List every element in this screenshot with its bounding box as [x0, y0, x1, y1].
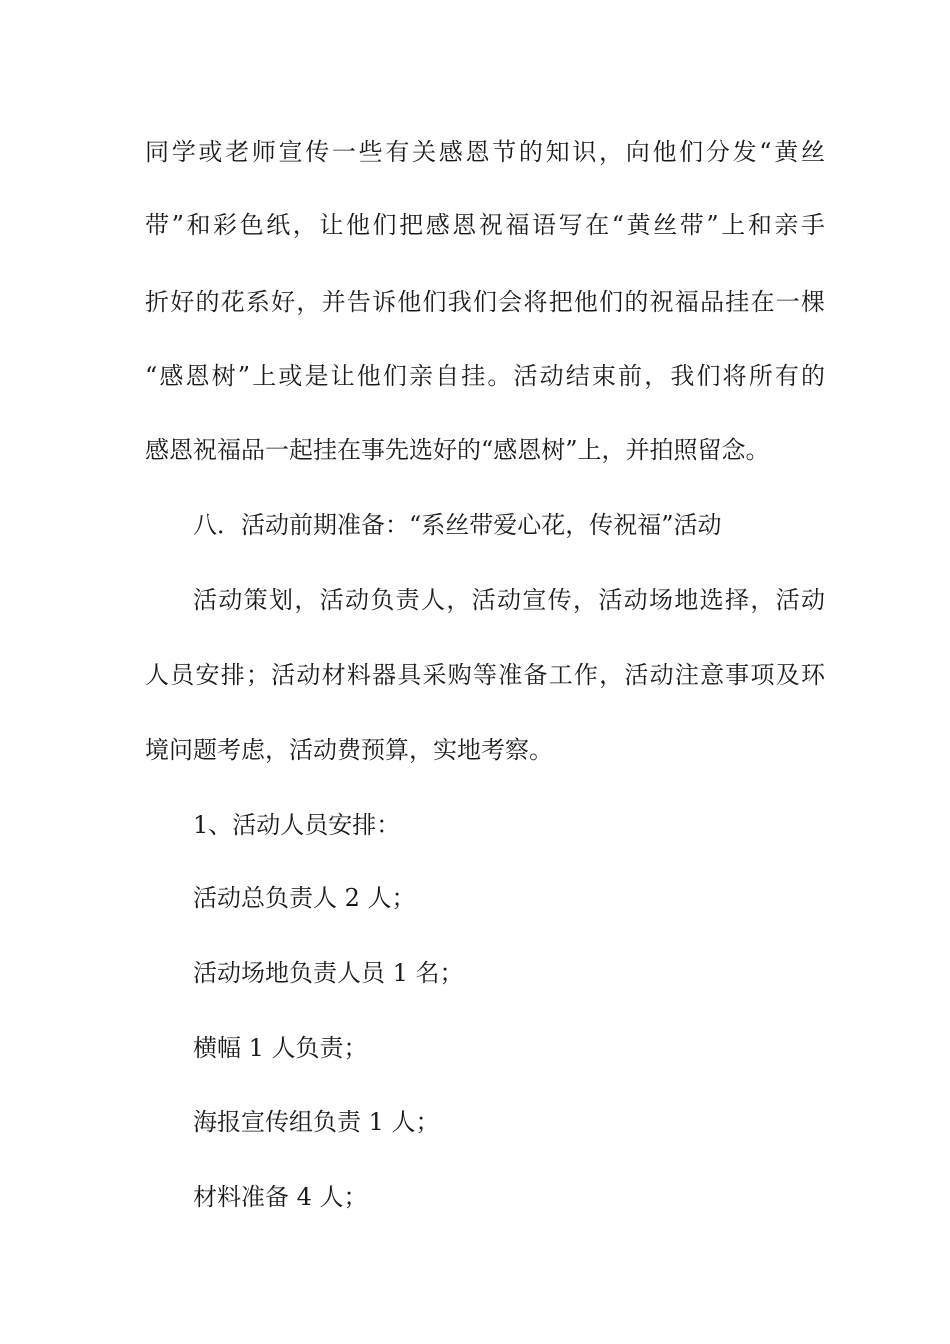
- list-item: 材料准备 4 人；: [193, 1183, 368, 1211]
- paragraph-line: 感恩祝福品一起挂在事先选好的“感恩树”上，并拍照留念。: [145, 436, 770, 464]
- list-item: 海报宣传组负责 1 人；: [193, 1108, 440, 1136]
- list-item: 活动总负责人 2 人；: [193, 884, 416, 912]
- paragraph-line: 境问题考虑，活动费预算，实地考察。: [145, 736, 553, 764]
- paragraph-line: “感恩树”上或是让他们亲自挂。活动结束前，我们将所有的: [145, 362, 825, 390]
- list-item: 横幅 1 人负责；: [193, 1034, 368, 1062]
- list-item: 活动场地负责人员 1 名；: [193, 959, 464, 987]
- section-heading: 八．活动前期准备：“系丝带爱心花，传祝福”活动: [193, 511, 722, 539]
- paragraph-line: 活动策划，活动负责人，活动宣传，活动场地选择，活动: [193, 586, 825, 614]
- paragraph-line: 带”和彩色纸，让他们把感恩祝福语写在“黄丝带”上和亲手: [145, 211, 825, 239]
- paragraph-line: 折好的花系好，并告诉他们我们会将把他们的祝福品挂在一棵: [145, 288, 825, 316]
- paragraph-line: 人员安排；活动材料器具采购等准备工作，活动注意事项及环: [145, 661, 825, 689]
- paragraph-line: 同学或老师宣传一些有关感恩节的知识，向他们分发“黄丝: [145, 138, 825, 166]
- list-heading: 1、活动人员安排：: [193, 811, 401, 839]
